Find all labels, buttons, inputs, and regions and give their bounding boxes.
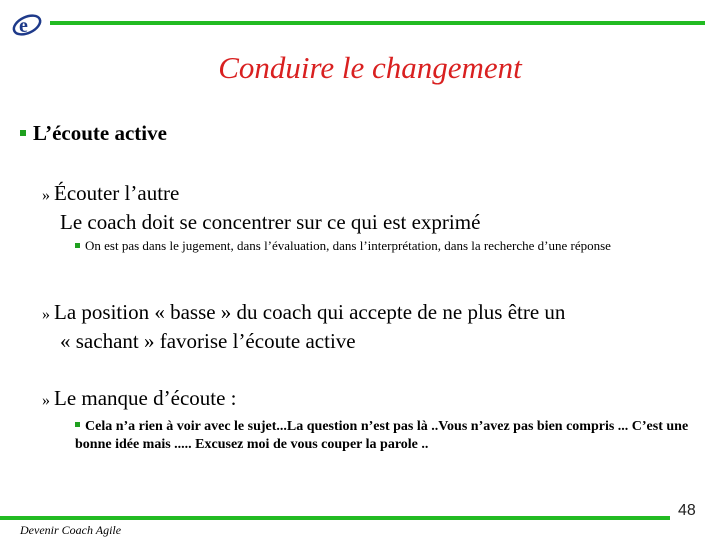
page-number: 48 xyxy=(678,502,696,519)
e-logo-icon xyxy=(10,8,46,42)
svg-text:e: e xyxy=(19,15,28,37)
square-bullet-icon xyxy=(20,130,26,136)
point-3-sub: Cela n’a rien à voir avec le sujet...La question n’est pas là ..Vous n’avez pas bien compris ... C’est une bonne idée mais ..... Excusez moi de vous couper la parole .. xyxy=(75,419,689,452)
section-heading: L’écoute active xyxy=(20,121,167,146)
point-1-sub: On est pas dans le jugement, dans l’évaluation, dans l’interprétation, dans la recherche d’une réponse xyxy=(75,238,695,254)
square-bullet-icon xyxy=(75,243,80,248)
arrow-bullet: » xyxy=(42,187,50,204)
point-3: » Le manque d’écoute : xyxy=(42,386,237,410)
top-divider xyxy=(50,21,705,25)
bottom-divider xyxy=(0,516,670,520)
point-1: » Écouter l’autre Le coach doit se concentrer sur ce qui est exprimé xyxy=(42,181,481,234)
footer-text: Devenir Coach Agile xyxy=(20,523,122,537)
arrow-bullet: » xyxy=(42,392,50,409)
slide-title: Conduire le changement xyxy=(218,50,522,85)
point-2: » La position « basse » du coach qui accepte de ne plus être un « sachant » favorise l’écoute active xyxy=(42,300,566,353)
arrow-bullet: » xyxy=(42,306,50,323)
square-bullet-icon xyxy=(75,422,80,427)
